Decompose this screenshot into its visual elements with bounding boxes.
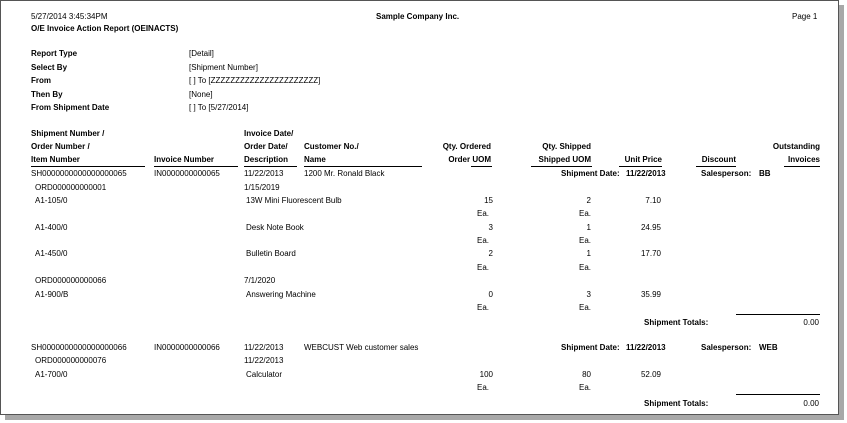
qty-shipped: 3: [586, 290, 591, 299]
qty-shipped: 80: [582, 370, 591, 379]
param-value: [Shipment Number]: [189, 63, 258, 72]
salesperson: WEB: [759, 343, 778, 352]
order-uom: Ea.: [477, 303, 490, 312]
shipped-uom: Ea.: [579, 263, 592, 272]
shipped-uom: Ea.: [579, 383, 592, 392]
item-description: Desk Note Book: [246, 223, 304, 232]
col-header-invoices: Invoices: [787, 155, 820, 164]
shipment-date: 11/22/2013: [626, 169, 666, 178]
totals-rule: [736, 314, 820, 315]
invoice-date: 11/22/2013: [244, 343, 284, 352]
col-header-invoice-number: Invoice Number: [154, 155, 215, 164]
page-number: Page 1: [792, 12, 818, 21]
col-header-name: Name: [304, 155, 326, 164]
col-header-unit-price: Unit Price: [624, 155, 662, 164]
col-header-shipped-uom: Shipped UOM: [538, 155, 591, 164]
order-uom: Ea.: [477, 383, 490, 392]
qty-ordered: 3: [488, 223, 493, 232]
order-date: 1/15/2019: [244, 183, 280, 192]
param-label: Report Type: [31, 49, 78, 58]
unit-price: 24.95: [640, 223, 661, 232]
col-underline: [244, 166, 297, 167]
unit-price: 17.70: [640, 249, 661, 258]
col-header-shipment: Shipment Number /: [31, 129, 105, 138]
shipped-uom: Ea.: [579, 236, 592, 245]
param-value: [ ] To [5/27/2014]: [189, 103, 249, 112]
col-header-order-date: Order Date/: [244, 142, 288, 151]
qty-ordered: 0: [488, 290, 493, 299]
shipment-total: 0.00: [803, 399, 819, 408]
item-number: A1-105/0: [35, 196, 68, 205]
col-header-description: Description: [244, 155, 289, 164]
col-header-invoice-date: Invoice Date/: [244, 129, 294, 138]
shipment-totals-label: Shipment Totals:: [644, 318, 709, 327]
unit-price: 52.09: [640, 370, 661, 379]
item-description: Bulletin Board: [246, 249, 296, 258]
salesperson: BB: [759, 169, 771, 178]
col-underline: [784, 166, 820, 167]
invoice-date: 11/22/2013: [244, 169, 284, 178]
col-header-discount: Discount: [701, 155, 736, 164]
qty-shipped: 2: [586, 196, 591, 205]
col-underline: [696, 166, 736, 167]
invoice-number: IN0000000000066: [154, 343, 220, 352]
col-header-customer: Customer No./: [304, 142, 359, 151]
qty-ordered: 15: [484, 196, 493, 205]
invoice-number: IN0000000000065: [154, 169, 220, 178]
param-label: From Shipment Date: [31, 103, 110, 112]
param-label: Then By: [31, 90, 63, 99]
report-title: O/E Invoice Action Report (OEINACTS): [31, 24, 179, 33]
salesperson-label: Salesperson:: [701, 169, 752, 178]
customer: 1200 Mr. Ronald Black: [304, 169, 385, 178]
qty-shipped: 1: [586, 223, 591, 232]
param-value: [Detail]: [189, 49, 214, 58]
col-underline: [304, 166, 422, 167]
item-number: A1-450/0: [35, 249, 68, 258]
item-description: 13W Mini Fluorescent Bulb: [246, 196, 342, 205]
col-underline: [531, 166, 592, 167]
col-underline: [154, 166, 238, 167]
unit-price: 35.99: [640, 290, 661, 299]
unit-price: 7.10: [645, 196, 661, 205]
col-header-order-uom: Order UOM: [448, 155, 491, 164]
param-value: [None]: [189, 90, 213, 99]
shipped-uom: Ea.: [579, 209, 592, 218]
shipment-totals-label: Shipment Totals:: [644, 399, 709, 408]
shipment-date: 11/22/2013: [626, 343, 666, 352]
col-header-qty-ordered: Qty. Ordered: [442, 142, 491, 151]
param-value: [ ] To [ZZZZZZZZZZZZZZZZZZZZZZ]: [189, 76, 321, 85]
qty-ordered: 100: [479, 370, 493, 379]
order-uom: Ea.: [477, 236, 490, 245]
item-number: A1-400/0: [35, 223, 68, 232]
report-datetime: 5/27/2014 3:45:34PM: [31, 12, 108, 21]
salesperson-label: Salesperson:: [701, 343, 752, 352]
col-underline: [471, 166, 492, 167]
qty-shipped: 1: [586, 249, 591, 258]
shipment-date-label: Shipment Date:: [561, 169, 620, 178]
totals-rule: [736, 394, 820, 395]
order-date: 7/1/2020: [244, 276, 276, 285]
order-uom: Ea.: [477, 263, 490, 272]
param-label: From: [31, 76, 51, 85]
item-number: A1-900/B: [35, 290, 69, 299]
col-underline: [619, 166, 662, 167]
shipment-number: SH0000000000000000065: [31, 169, 127, 178]
order-uom: Ea.: [477, 209, 490, 218]
item-number: A1-700/0: [35, 370, 68, 379]
item-description: Calculator: [246, 370, 283, 379]
col-header-outstanding: Outstanding: [772, 142, 820, 151]
order-number: ORD000000000001: [35, 183, 107, 192]
qty-ordered: 2: [488, 249, 493, 258]
shipped-uom: Ea.: [579, 303, 592, 312]
col-header-order: Order Number /: [31, 142, 90, 151]
col-underline: [31, 166, 145, 167]
shipment-total: 0.00: [803, 318, 819, 327]
col-header-item: Item Number: [31, 155, 80, 164]
order-number: ORD000000000066: [35, 276, 107, 285]
customer: WEBCUST Web customer sales: [304, 343, 419, 352]
shipment-number: SH0000000000000000066: [31, 343, 127, 352]
company-name: Sample Company Inc.: [376, 12, 460, 21]
shipment-date-label: Shipment Date:: [561, 343, 620, 352]
item-description: Answering Machine: [246, 290, 316, 299]
param-label: Select By: [31, 63, 68, 72]
order-date: 11/22/2013: [244, 356, 284, 365]
col-header-qty-shipped: Qty. Shipped: [542, 142, 591, 151]
order-number: ORD000000000076: [35, 356, 107, 365]
